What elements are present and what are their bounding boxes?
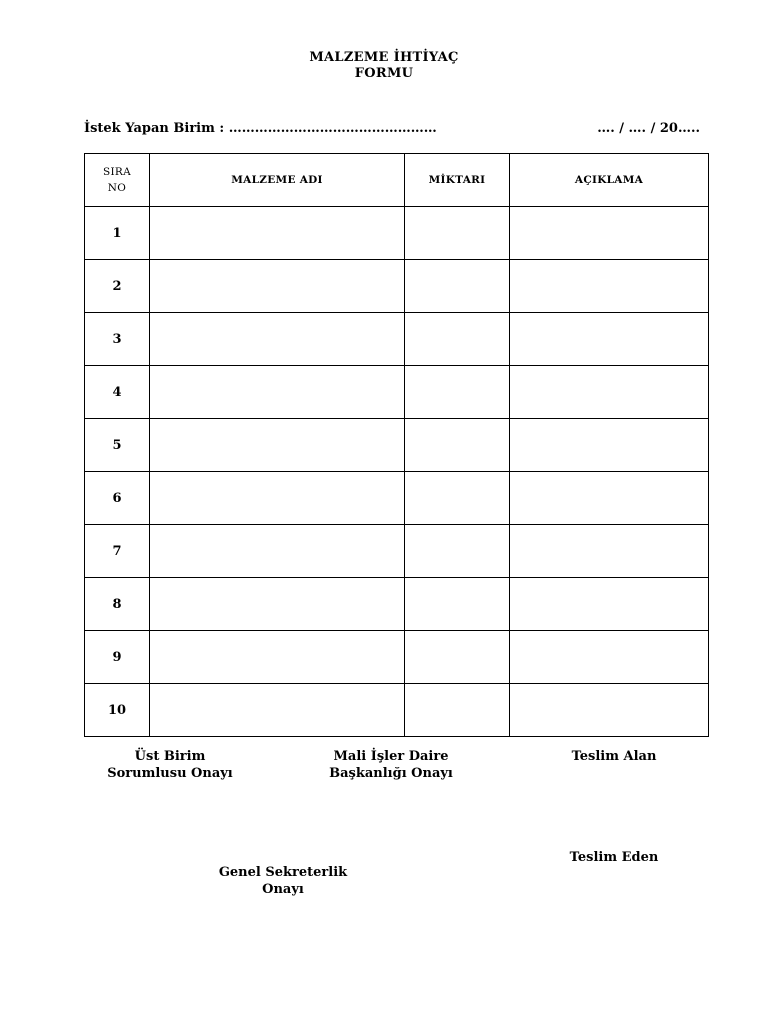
aciklama-cell[interactable]: [510, 366, 709, 419]
row-number: 1: [85, 207, 150, 260]
malzeme-adi-cell[interactable]: [150, 472, 405, 525]
miktari-cell[interactable]: [405, 578, 510, 631]
aciklama-cell[interactable]: [510, 313, 709, 366]
header-miktari: MİKTARI: [405, 154, 510, 207]
aciklama-cell[interactable]: [510, 472, 709, 525]
miktari-cell[interactable]: [405, 366, 510, 419]
row-number: 5: [85, 419, 150, 472]
malzeme-adi-cell[interactable]: [150, 419, 405, 472]
malzeme-adi-cell[interactable]: [150, 260, 405, 313]
mali-isler-line1: Mali İşler Daire: [333, 749, 449, 764]
mali-isler-approval: [316, 748, 466, 782]
malzeme-adi-cell[interactable]: [150, 207, 405, 260]
aciklama-cell[interactable]: [510, 207, 709, 260]
row-number: 2: [85, 260, 150, 313]
aciklama-cell[interactable]: [510, 631, 709, 684]
form-title-line1: MALZEME İHTİYAÇ: [309, 50, 459, 65]
miktari-cell[interactable]: [405, 419, 510, 472]
malzeme-adi-cell[interactable]: [150, 684, 405, 737]
ust-birim-approval: [100, 748, 240, 782]
row-number: 6: [85, 472, 150, 525]
form-title: [0, 50, 768, 82]
malzeme-adi-cell[interactable]: [150, 525, 405, 578]
material-table: [84, 153, 709, 737]
genel-sekreterlik-line2: Onayı: [262, 882, 304, 897]
form-title-line2: FORMU: [354, 66, 414, 81]
header-aciklama: AÇIKLAMA: [510, 154, 709, 207]
miktari-cell[interactable]: [405, 313, 510, 366]
miktari-cell[interactable]: [405, 631, 510, 684]
row-number: 10: [85, 684, 150, 737]
aciklama-cell[interactable]: [510, 578, 709, 631]
mali-isler-line2: Başkanlığı Onayı: [329, 766, 453, 781]
table-row: [85, 366, 709, 419]
table-row: [85, 684, 709, 737]
row-number: 3: [85, 313, 150, 366]
genel-sekreterlik-approval: [208, 864, 358, 898]
teslim-eden-label: Teslim Eden: [569, 850, 659, 865]
miktari-cell[interactable]: [405, 472, 510, 525]
malzeme-adi-cell[interactable]: [150, 578, 405, 631]
table-row: [85, 578, 709, 631]
miktari-cell[interactable]: [405, 260, 510, 313]
aciklama-cell[interactable]: [510, 260, 709, 313]
aciklama-cell[interactable]: [510, 419, 709, 472]
table-row: [85, 631, 709, 684]
table-header-row: [85, 154, 709, 207]
row-number: 4: [85, 366, 150, 419]
table-row: [85, 419, 709, 472]
header-sira-line2: NO: [107, 182, 127, 194]
header-sira-line1: SIRA: [102, 166, 132, 178]
table-row: [85, 313, 709, 366]
table-row: [85, 472, 709, 525]
requester-unit-field: İstek Yapan Birim : …………………………………………: [84, 121, 437, 136]
miktari-cell[interactable]: [405, 684, 510, 737]
header-sira-no: [85, 154, 150, 207]
date-field: …. / …. / 20…..: [597, 121, 700, 136]
miktari-cell[interactable]: [405, 207, 510, 260]
miktari-cell[interactable]: [405, 525, 510, 578]
table-row: [85, 207, 709, 260]
malzeme-adi-cell[interactable]: [150, 631, 405, 684]
row-number: 8: [85, 578, 150, 631]
malzeme-adi-cell[interactable]: [150, 366, 405, 419]
aciklama-cell[interactable]: [510, 684, 709, 737]
teslim-alan-label: Teslim Alan: [571, 749, 657, 764]
ust-birim-line1: Üst Birim: [134, 749, 206, 764]
row-number: 7: [85, 525, 150, 578]
header-malzeme-adi: MALZEME ADI: [150, 154, 405, 207]
aciklama-cell[interactable]: [510, 525, 709, 578]
row-number: 9: [85, 631, 150, 684]
table-row: [85, 525, 709, 578]
table-row: [85, 260, 709, 313]
malzeme-adi-cell[interactable]: [150, 313, 405, 366]
genel-sekreterlik-line1: Genel Sekreterlik: [218, 865, 348, 880]
ust-birim-line2: Sorumlusu Onayı: [107, 766, 233, 781]
